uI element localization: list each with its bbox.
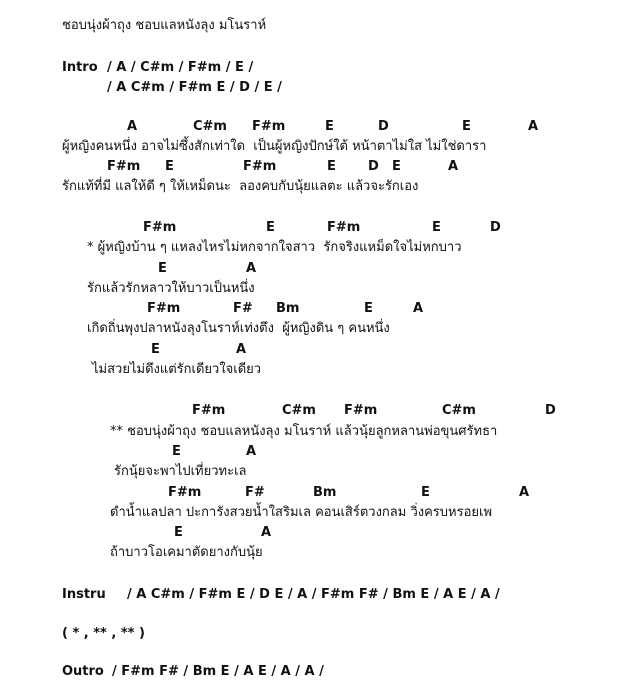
chord: F# [245,485,265,500]
chord: F#m [168,485,202,500]
chord: E [364,301,373,316]
chord: E [172,444,181,459]
chord: A [261,525,272,540]
intro-label: Intro [62,60,98,75]
chord: A [413,301,424,316]
chord: E [327,159,336,174]
outro-label: Outro [62,664,104,679]
lyric-line: ถ้าบาวโอเคมาตัดยางกับนุ้ย [110,545,263,560]
lyric-line: รักแท้ที่มี แลให้ดี ๆ ให้เหม็ดนะ ลองคบกับนุ้ยแลตะ แล้วจะรักเอง [62,179,419,194]
chord: A [519,485,530,500]
chord: A [448,159,459,174]
chord: A [127,119,138,134]
lyric-line: * ผู้หญิงบ้าน ๆ แหลงไหรไม่หกจากใจสาว รักจริงแหม็ดใจไม่หกบาว [87,240,462,255]
chord: E [266,220,275,235]
outro-chords: / F#m F# / Bm E / A E / A / A / [112,664,324,679]
lyric-line: ** ชอบนุ่งผ้าถุง ชอบแลหนังลุง มโนราห์ แล้วนุ้ยลูกหลานพ่อขุนศรัทธา [110,424,498,439]
instru-chords: / A C#m / F#m E / D E / A / F#m F# / Bm E / A E / A / [127,587,500,602]
chord: E [174,525,183,540]
chord: F#m [327,220,361,235]
chord: C#m [193,119,227,134]
lyric-line: ไม่สวยไม่ดึงแต่รักเดียวใจเดียว [92,362,262,377]
chord: F#m [107,159,141,174]
chord: E [151,342,160,357]
chord: F#m [147,301,181,316]
chord: E [325,119,334,134]
chord: E [421,485,430,500]
chord: E [165,159,174,174]
chord: A [528,119,539,134]
chord: D [490,220,501,235]
chord: C#m [442,403,476,418]
chord: F#m [252,119,286,134]
lyric-line: ดำน้ำแลปลา ปะการังสวยน้ำใสริมเล คอนเสิร์ตวงกลม วิ่งครบหรอยเพ [110,505,493,520]
instru-label: Instru [62,587,106,602]
chord: F#m [192,403,226,418]
chord: Bm [276,301,300,316]
chord: A [246,444,257,459]
chord: D [368,159,379,174]
intro-chords-line-2: / A C#m / F#m E / D / E / [107,80,282,95]
chord: C#m [282,403,316,418]
chord: F#m [243,159,277,174]
chord: D [378,119,389,134]
intro-chords-line-1: / A / C#m / F#m / E / [107,60,254,75]
chord: A [246,261,257,276]
song-title: ชอบนุ่งผ้าถุง ชอบแลหนังลุง มโนราห์ [62,18,267,33]
lyric-line: รักแล้วรักหลาวให้บาวเป็นหนึ่ง [87,281,255,296]
chord: E [432,220,441,235]
repeat-marker: ( * , ** , ** ) [62,626,145,641]
chord: F#m [344,403,378,418]
chord: Bm [313,485,337,500]
chord: E [392,159,401,174]
chord: F#m [143,220,177,235]
lyric-line: ผู้หญิงคนหนึ่ง อาจไม่ซึ้งสักเท่าใด เป็นผู้หญิงปักษ์ใต้ หน้าตาไม่ใส ไม่ใช่ดารา [62,139,487,154]
chord: D [545,403,556,418]
lyric-line: รักนุ้ยจะพาไปเที่ยวทะเล [114,464,247,479]
chord: E [462,119,471,134]
lyric-line: เกิดถิ่นพุงปลาหนังลุงโนราห์เท่งตึง ผู้หญิงดิน ๆ คนหนึ่ง [87,321,390,336]
chord: F# [233,301,253,316]
chord: E [158,261,167,276]
chord: A [236,342,247,357]
